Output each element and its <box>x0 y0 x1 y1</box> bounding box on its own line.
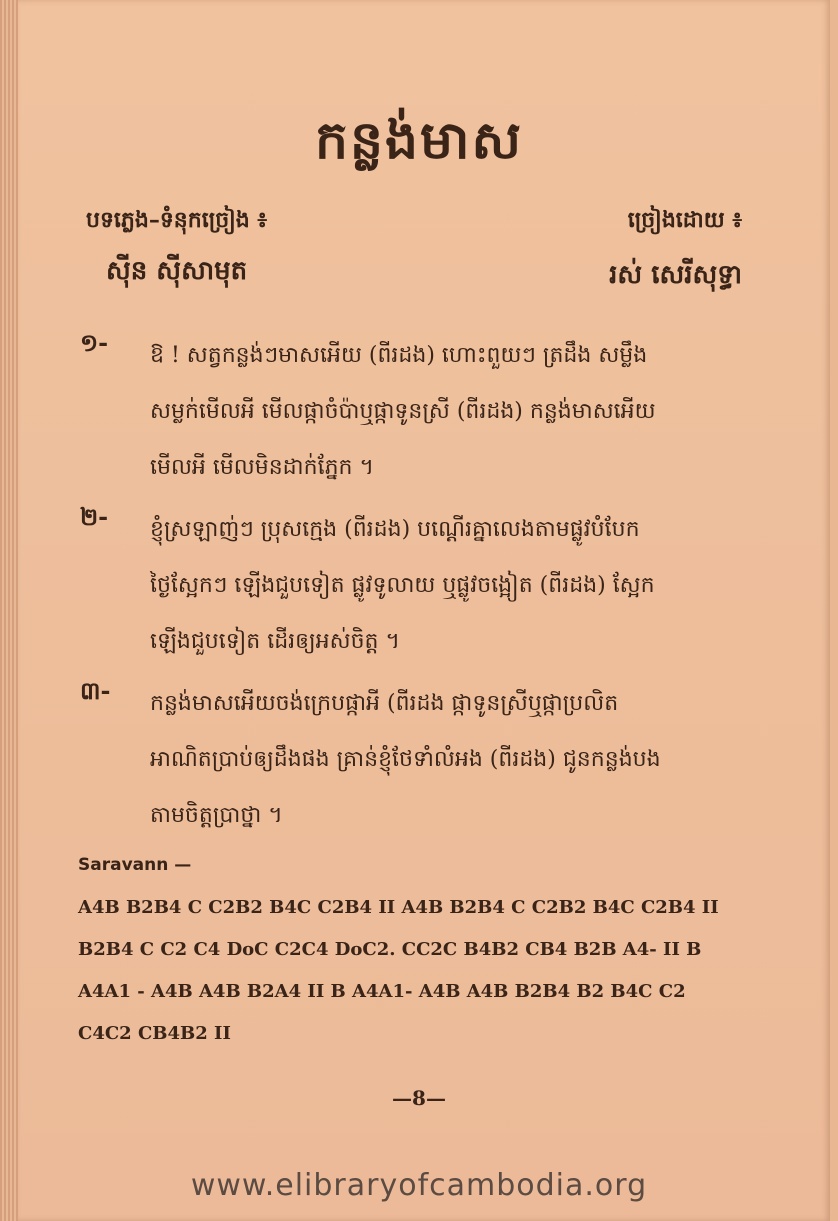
verse-number: ១- <box>80 328 109 357</box>
music-notation <box>78 855 758 1055</box>
verse-line: កន្លង់មាសអើយចង់ក្រេបផ្កាអី (ពីរដង ផ្កាទូនស្រីឬផ្កាប្រលិត <box>150 691 619 716</box>
watermark: www.elibraryofcambodia.org <box>190 1168 648 1203</box>
notation-line: A4A1 - A4B A4B B2A4 II B A4A1- A4B A4B B2B4 B2 B4C C2 <box>78 981 686 1002</box>
verse-line: ឡើងជួបទៀត ដើរឲ្យអស់ចិត្ត ។ <box>150 629 400 654</box>
verse-number: ៣- <box>80 676 111 705</box>
singer-label: ច្រៀងដោយ ៖ <box>627 207 742 233</box>
verse-line: ថ្ងៃស្អែកៗ ឡើងជួបទៀត ផ្លូវទូលាយ ឬផ្លូវចង្អៀត (ពីរដង) ស្អែក <box>150 573 655 598</box>
verse-line: សម្លក់មើលអី មើលផ្កាចំប៉ាឬផ្កាទូនស្រី (ពីរដង) កន្លង់មាសអើយ <box>150 399 656 424</box>
song-title: កន្លង់មាស <box>314 110 524 171</box>
verse <box>80 676 760 844</box>
verse-number: ២- <box>80 502 109 531</box>
lyricist-label: បទភ្លេង–ទំនុកច្រៀង ៖ <box>86 207 268 233</box>
verse-line: ឱ ! សត្វកន្លង់ៗមាសអើយ (ពីរដង) ហោះពួយៗ ត្រដឹង សម្លឹង <box>150 343 648 368</box>
notation-line: B2B4 C C2 C4 DoC C2C4 DoC2. CC2C B4B2 CB4 B2B A4- II B <box>78 939 702 960</box>
lyrics <box>80 328 760 850</box>
notation-line: A4B B2B4 C C2B2 B4C C2B4 II A4B B2B4 C C2B2 B4C C2B4 II <box>78 897 719 918</box>
verse-line: មើលអី មើលមិនដាក់ភ្នែក ។ <box>150 455 374 480</box>
lyricist-name: ស៊ីន ស៊ីសាមុត <box>106 256 248 286</box>
singer-name: រស់ សេរីសុទ្ធា <box>609 260 742 290</box>
notation-label: Saravann — <box>78 855 192 875</box>
page-number: —8— <box>392 1086 446 1110</box>
verse <box>80 328 760 496</box>
verse-line: អាណិតប្រាប់ឲ្យដឹងផង គ្រាន់ខ្ញុំថែទាំលំអង (ពីរដង) ជូនកន្លង់បង <box>150 747 661 772</box>
verse-line: ខ្ញុំស្រឡាញ់ៗ ប្រុសក្មេង (ពីរដង) បណ្ដើរគ្នាលេងតាមផ្លូវបំបែក <box>150 517 640 542</box>
notation-line: C4C2 CB4B2 II <box>78 1023 231 1044</box>
verse-line: តាមចិត្តប្រាថ្នា ។ <box>150 803 283 828</box>
verse <box>80 502 760 670</box>
